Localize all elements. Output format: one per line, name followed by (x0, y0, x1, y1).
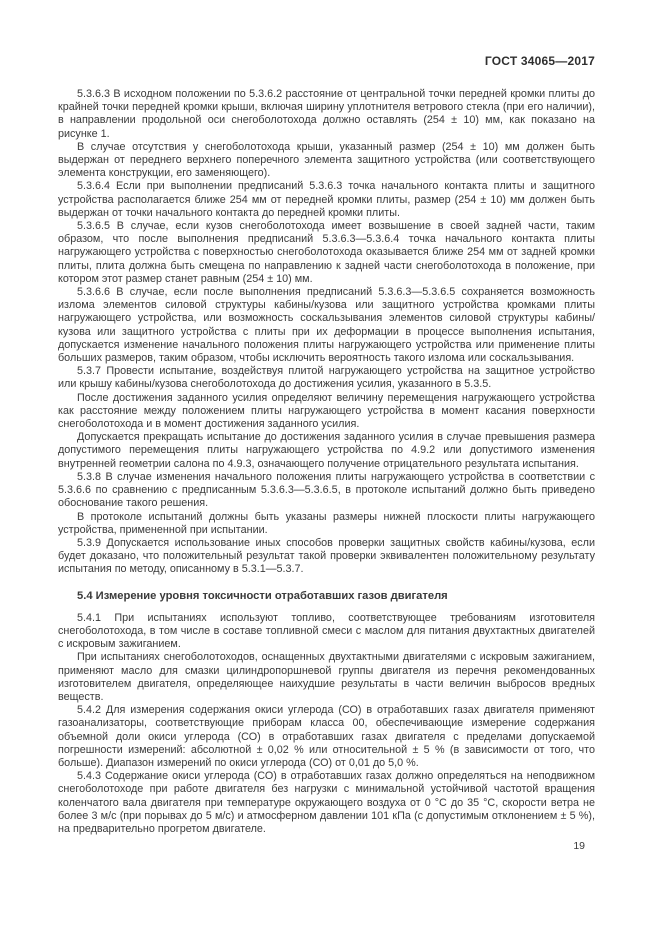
paragraph-538-protocol: В протоколе испытаний должны быть указаны размеры нижней плоскости плиты нагружающего устройства, примененной при испытании. (58, 510, 595, 536)
paragraph-542: 5.4.2 Для измерения содержания окиси углерода (СО) в отработавших газах двигателя применяют газоанализаторы, соответствующие приборам класса 00, обеспечивающие измерение содержания объемной доли окиси углерода (СО) в отработавших газах двигателя с пределами допускаемой погрешности измерений: абсолютной ± 0,02 % или относительной ± 5 % (в зависимости от того, что больше). Диапазон измерений по окиси углерода (СО) от 0,01 до 5,0 %. (58, 704, 595, 769)
paragraph-5365: 5.3.6.5 В случае, если кузов снегоболотохода имеет возвышение в своей задней части, таким образом, что после выполнения предписаний 5.3.6.3—5.3.6.4 точка начального контакта плиты нагружающего устройства с поверхностью снегоболотохода оказывается ближе 254 мм от задней кромки плиты, плита должна быть смещена по направлению к задней части снегоболотохода в положение, при котором этот размер станет равным (254 ± 10) мм. (58, 220, 595, 285)
page-number: 19 (573, 840, 585, 852)
paragraph-5364: 5.3.6.4 Если при выполнении предписаний 5.3.6.3 точка начального контакта плиты и защитного устройства располагается ближе 254 мм от передней кромки плиты, размер (254 ± 10) мм должен быть выдержан от точки начального контакта до передней кромки плиты. (58, 180, 595, 219)
paragraph-543: 5.4.3 Содержание окиси углерода (СО) в отработавших газах должно определяться на неподвижном снегоболотоходе при работе двигателя без нагрузки с минимальной устойчивой частотой вращения коленчатого вала двигателя при температуре окружающего воздуха от 0 °С до 35 °С, скорости ветра не более 3 м/с (при порывах до 5 м/с) и атмосферном давлении 101 кПа (с допустимым отклонением ± 5 %), на предварительно прогретом двигателе. (58, 770, 595, 835)
document-body (58, 88, 595, 836)
section-heading-5-4: 5.4 Измерение уровня токсичности отработавших газов двигателя (77, 589, 448, 602)
paragraph-537-allowance: Допускается прекращать испытание до достижения заданного усилия в случае превышения размера допустимого перемещения плиты нагружающего устройства по 4.9.2 или допустимого изменения внутренней геометрии салона по 4.9.3, означающего получение отрицательного результата испытания. (58, 431, 595, 470)
paragraph-539: 5.3.9 Допускается использование иных способов проверки защитных свойств кабины/кузова, если будет доказано, что положительный результат такой проверки эквивалентен положительному результату испытания по методу, описанному в 5.3.1—5.3.7. (58, 536, 595, 576)
paragraph-537-continued: После достижения заданного усилия определяют величину перемещения нагружающего устройства как расстояние между положением плиты нагружающего устройства в момент касания поверхности снегоболотохода и в момент достижения заданного усилия. (58, 391, 595, 431)
paragraph-no-roof: В случае отсутствия у снегоболотохода крыши, указанный размер (254 ± 10) мм должен быть выдержан от переднего верхнего поперечного элемента защитного устройства (или соответствующего элемента конструкции, его заменяющего). (58, 140, 595, 180)
paragraph-538: 5.3.8 В случае изменения начального положения плиты нагружающего устройства в соответствии с 5.3.6.6 по сравнению с предписанным 5.3.6.3—5.3.6.5, в протоколе испытаний должно быть приведено обоснование такого решения. (58, 470, 595, 510)
paragraph-541: 5.4.1 При испытаниях используют топливо, соответствующее требованиям изготовителя снегоболотохода, в том числе в составе топливной смеси с маслом для питания двухтактных двигателей с искровым зажиганием. (58, 611, 595, 651)
paragraph-541-oil: При испытаниях снегоболотоходов, оснащенных двухтактными двигателями с искровым зажиганием, применяют масло для смазки цилиндропоршневой группы двигателя из перечня рекомендованных изготовителем двигателя, определяющее наихудшие результаты в части величин выбросов вредных веществ. (58, 651, 595, 703)
paragraph-5363: 5.3.6.3 В исходном положении по 5.3.6.2 расстояние от центральной точки передней кромки плиты до крайней точки передней кромки крыши, включая ширину уплотнителя ветрового стекла (при его наличии), в направлении продольной оси снегоболотохода должно оставлять (254 ± 10) мм, как показано на рисунке 1. (58, 88, 595, 140)
paragraph-5366: 5.3.6.6 В случае, если после выполнения предписаний 5.3.6.3—5.3.6.5 сохраняется возможность излома элементов силовой структуры кабины/кузова или защитного устройства кромками плиты нагружающего устройства, или возможность соскальзывания элементов силовой структуры кабины/кузова или защитного устройства с плиты при их деформации в процессе выполнения испытания, допускается изменение начального положения плиты нагружающего устройства или применение плиты больших размеров, таким образом, чтобы исключить вероятность такого излома или соскальзывания. (58, 286, 595, 365)
paragraph-537: 5.3.7 Провести испытание, воздействуя плитой нагружающего устройства на защитное устройство или крышу кабины/кузова снегоболотохода до достижения усилия, указанного в 5.3.5. (58, 365, 595, 391)
standard-code-header: ГОСТ 34065—2017 (484, 54, 595, 68)
